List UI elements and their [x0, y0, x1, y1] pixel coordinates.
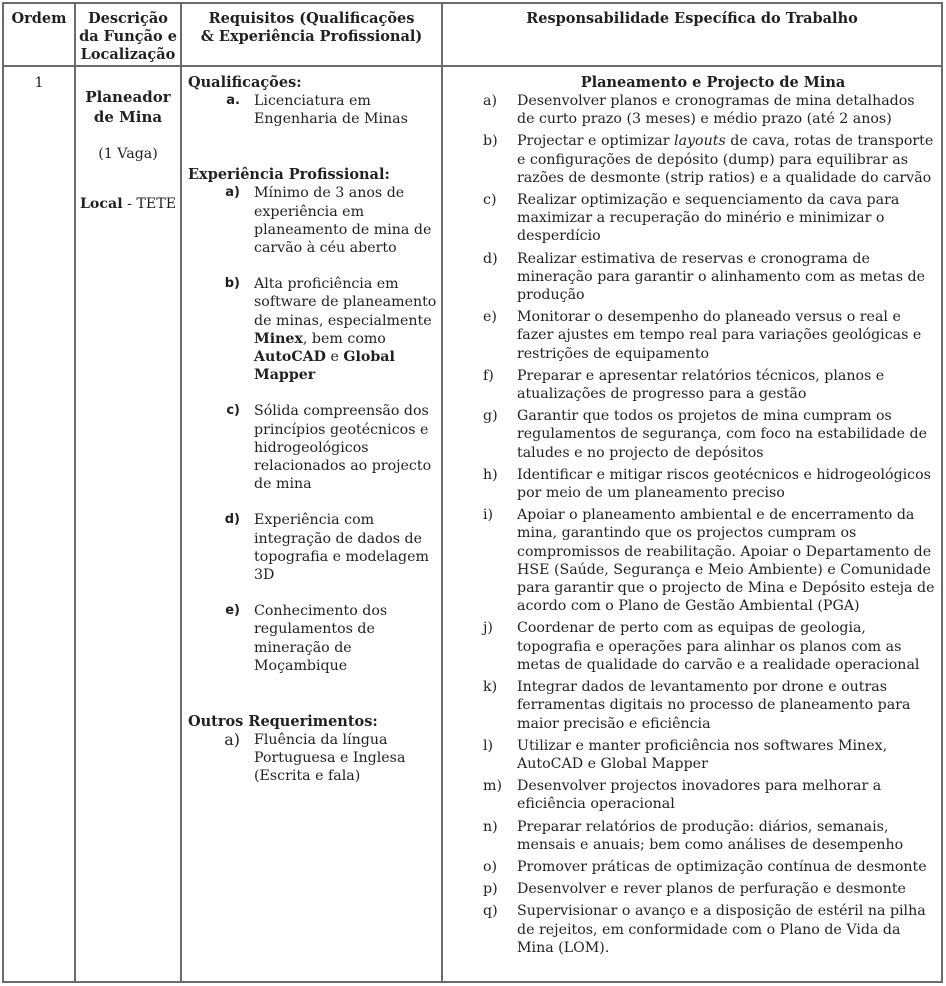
- list-item: [188, 731, 437, 786]
- list-item: [451, 619, 935, 674]
- item-marker: b): [224, 276, 240, 292]
- text-fragment: e: [325, 349, 344, 366]
- ordem-cell: 1: [3, 66, 75, 982]
- header-ordem: Ordem: [3, 3, 75, 66]
- item-text: Coordenar de perto com as equipas de geologia, topografia e operações para alinhar os planos com as metas de qualidade do carvão e a realidade operacional: [517, 620, 920, 673]
- list-item: [451, 678, 935, 733]
- job-requirements-document: [2, 2, 943, 983]
- item-marker: d): [483, 250, 498, 267]
- item-text: Desenvolver e rever planos de perfuração e desmonte: [517, 881, 906, 898]
- list-item: [188, 511, 437, 584]
- experiencia-list: [188, 184, 437, 675]
- item-marker: a): [224, 730, 240, 750]
- list-item: [451, 880, 935, 898]
- item-marker: e): [225, 603, 240, 619]
- item-text: Preparar relatórios de produção: diários, semanais, mensais e anuais; bem como análises de desempenho: [517, 818, 904, 853]
- item-marker: j): [483, 620, 493, 637]
- item-marker: g): [483, 408, 498, 425]
- list-item: [451, 250, 935, 305]
- item-marker: f): [483, 367, 494, 384]
- item-marker: o): [483, 858, 498, 875]
- item-marker: l): [483, 737, 494, 754]
- item-marker: q): [483, 903, 498, 920]
- item-marker: a.: [226, 93, 240, 108]
- item-marker: h): [483, 466, 498, 483]
- item-text: Promover práticas de optimização contínua de desmonte: [517, 858, 927, 875]
- job-table: [2, 2, 943, 983]
- software-name: Global Mapper: [254, 349, 395, 384]
- table-header-row: [3, 3, 942, 66]
- item-text: Sólida compreensão dos princípios geotécnicos e hidrogeológicos relacionados ao projecto de mina: [254, 403, 432, 493]
- descricao-cell: [75, 66, 181, 982]
- responsabilidade-section-title: Planeamento e Projecto de Mina: [580, 74, 846, 91]
- list-item: [451, 191, 935, 246]
- item-text: Identificar e mitigar riscos geotécnicos e hidrogeológicos por meio de um planeamento preciso: [517, 466, 931, 502]
- item-text: Realizar optimização e sequenciamento da cava para maximizar a recuperação do minério e minimizar o desperdício: [517, 192, 900, 245]
- location-label: Local: [79, 196, 123, 213]
- text-fragment: Alta proficiência em software de planeamento de minas, especialmente: [254, 276, 437, 329]
- item-text: [254, 275, 437, 384]
- job-title: Planeador de Mina: [85, 88, 171, 126]
- list-item: [451, 132, 935, 187]
- header-responsabilidade: Responsabilidade Específica do Trabalho: [442, 3, 942, 66]
- item-text: Preparar e apresentar relatórios técnicos, planos e atualizações de progresso para a gestão: [517, 367, 885, 403]
- list-item: [188, 602, 437, 675]
- qualificacoes-list: [188, 92, 437, 128]
- item-text: Licenciatura em Engenharia de Minas: [254, 93, 408, 128]
- responsabilidade-cell: [442, 66, 942, 982]
- list-item: [451, 92, 935, 128]
- text-fragment: de cava, rotas de transporte e configurações de depósito (dump) para equilibrar as razões de desmonte (strip ratios) e a qualidade do carvão: [517, 133, 934, 186]
- vacancies: (1 Vaga): [98, 146, 158, 162]
- item-marker: a): [483, 93, 497, 109]
- item-text: Supervisionar o avanço e a disposição de estéril na pilha de rejeitos, em conformidade com o Plano de Vida da Mina (LOM).: [517, 903, 926, 956]
- header-requisitos-text: Requisitos (Qualificações & Experiência Profissional): [200, 10, 423, 45]
- list-item: [451, 902, 935, 957]
- item-text: Desenvolver projectos inovadores para melhorar a eficiência operacional: [517, 778, 882, 813]
- list-item: [451, 407, 935, 462]
- list-item: [451, 367, 935, 403]
- software-name: Minex: [254, 330, 303, 347]
- item-marker: a): [225, 185, 240, 201]
- item-marker: k): [483, 679, 498, 696]
- list-item: [188, 92, 437, 128]
- responsabilidade-list: [451, 92, 935, 957]
- location: [76, 195, 180, 213]
- header-descricao: Descrição da Função e Localização: [75, 3, 181, 66]
- requisitos-cell: [181, 66, 442, 982]
- list-item: [188, 402, 437, 493]
- outros-list: [188, 731, 437, 786]
- list-item: [451, 737, 935, 773]
- item-marker: c): [483, 192, 497, 209]
- experiencia-title: Experiência Profissional:: [188, 166, 390, 184]
- item-text: [517, 132, 935, 187]
- item-marker: n): [483, 818, 498, 835]
- item-text: Conhecimento dos regulamentos de mineração de Moçambique: [254, 603, 388, 674]
- item-marker: m): [483, 778, 502, 795]
- text-fragment: Projectar e optimizar: [517, 133, 675, 150]
- list-item: [451, 818, 935, 854]
- item-text: Integrar dados de levantamento por drone e outras ferramentas digitais no processo de planeamento para maior precisão e eficiência: [517, 679, 911, 732]
- item-text: Realizar estimativa de reservas e cronograma de mineração para garantir o alinhamento com as metas de produção: [517, 250, 925, 304]
- item-marker: i): [483, 507, 494, 524]
- item-marker: e): [483, 309, 497, 326]
- list-item: [451, 858, 935, 876]
- item-marker: d): [224, 512, 240, 528]
- item-text: Utilizar e manter proficiência nos softwares Minex, AutoCAD e Global Mapper: [517, 737, 888, 772]
- item-marker: b): [483, 133, 498, 150]
- header-requisitos: [181, 3, 442, 66]
- list-item: [188, 275, 437, 384]
- list-item: [451, 308, 935, 363]
- qualificacoes-title: Qualificações:: [188, 74, 302, 91]
- item-text: Garantir que todos os projetos de mina cumpram os regulamentos de segurança, com foco na estabilidade de taludes e no projecto de depósitos: [517, 408, 927, 461]
- item-text: Apoiar o planeamento ambiental e de encerramento da mina, garantindo que os projectos cumpram os compromissos de reabilitação. Apoiar o Departamento de HSE (Saúde, Segurança e Meio Ambiente) e Comunidade para garantir que o projecto de Mina e Depósito esteja de acordo com o Plano de Gestão Ambiental (PGA): [517, 507, 935, 615]
- software-name: AutoCAD: [254, 349, 326, 366]
- list-item: [188, 184, 437, 257]
- item-text: Desenvolver planos e cronogramas de mina detalhados de curto prazo (3 meses) e médio prazo (até 2 anos): [517, 93, 915, 128]
- list-item: [451, 466, 935, 502]
- item-marker: p): [483, 881, 498, 898]
- item-text: Monitorar o desempenho do planeado versus o real e fazer ajustes em tempo real para variações geológicas e restrições de equipamento: [517, 309, 922, 362]
- outros-title: Outros Requerimentos:: [188, 713, 378, 731]
- item-text: Mínimo de 3 anos de experiência em planeamento de mina de carvão à céu aberto: [254, 185, 432, 257]
- location-value: - TETE: [122, 196, 177, 213]
- item-text: Fluência da língua Portuguesa e Inglesa (Escrita e fala): [254, 732, 406, 785]
- table-row: [3, 66, 942, 982]
- list-item: [451, 777, 935, 813]
- item-text: Experiência com integração de dados de topografia e modelagem 3D: [254, 512, 429, 584]
- text-fragment-italic: layouts: [674, 133, 726, 150]
- item-marker: c): [226, 403, 240, 419]
- text-fragment: , bem como: [302, 330, 386, 347]
- list-item: [451, 506, 935, 615]
